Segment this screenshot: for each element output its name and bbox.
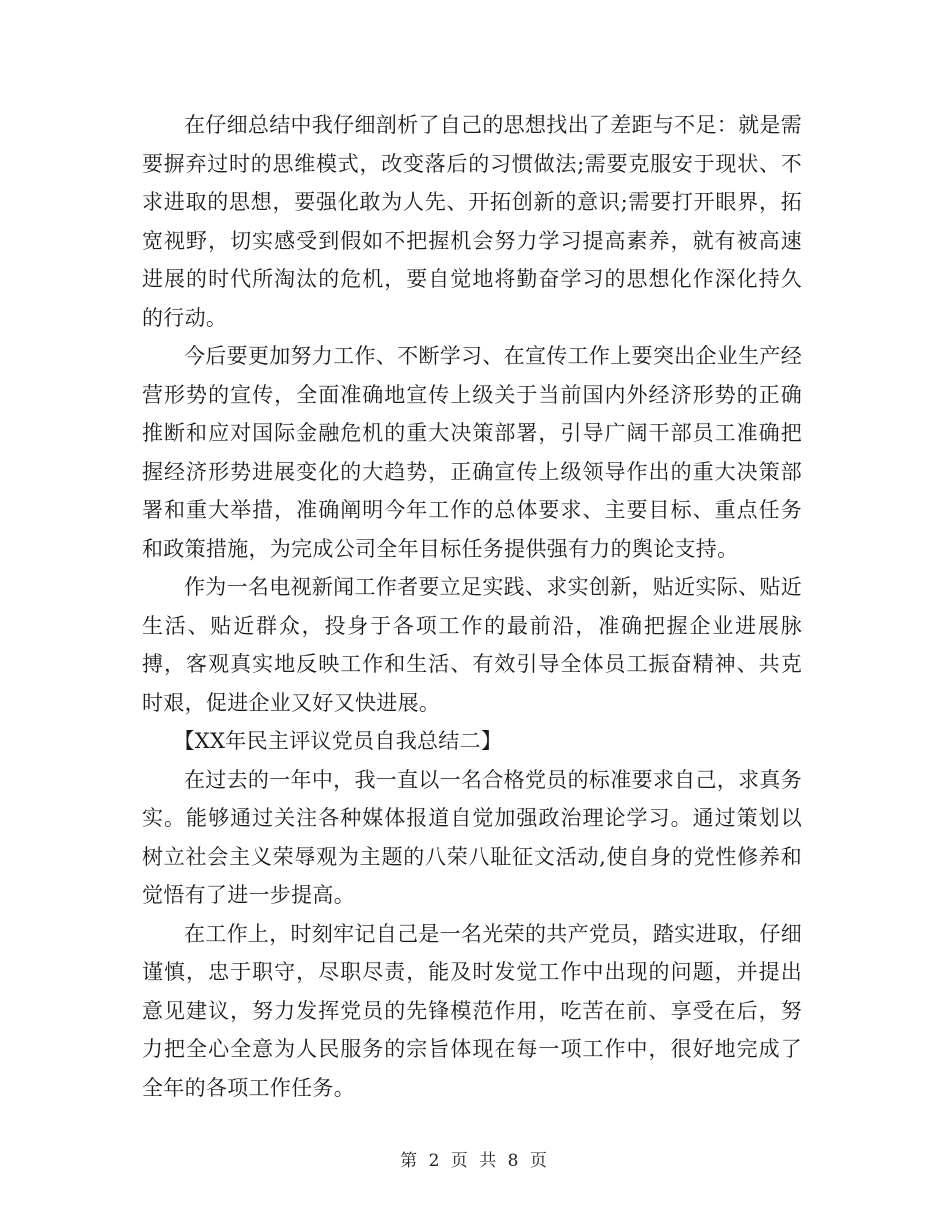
- paragraph: 在仔细总结中我仔细剖析了自己的思想找出了差距与不足：就是需要摒弃过时的思维模式，改变落后的习惯做法;需要克服安于现状、不求进取的思想，要强化敢为人先、开拓创新的意识;需要打开眼界，拓宽视野，切实感受到假如不把握机会努力学习提高素养，就有被高速进展的时代所淘汰的危机，要自觉地将勤奋学习的思想化作深化持久的行动。: [142, 113, 802, 330]
- section-heading: 【XX年民主评议党员自我总结二】: [173, 729, 503, 753]
- document-body: [142, 106, 802, 1107]
- paragraph: 在过去的一年中，我一直以一名合格党员的标准要求自己，求真务实。能够通过关注各种媒体报道自觉加强政治理论学习。通过策划以树立社会主义荣辱观为主题的八荣八耻征文活动,使自身的党性修养和觉悟有了进一步提高。: [142, 767, 802, 907]
- page-number-footer: 第 2 页 共 8 页: [400, 1151, 550, 1171]
- paragraph: 今后要更加努力工作、不断学习、在宣传工作上要突出企业生产经营形势的宣传，全面准确地宣传上级关于当前国内外经济形势的正确推断和应对国际金融危机的重大决策部署，引导广阔干部员工准确把握经济形势进展变化的大趋势，正确宣传上级领导作出的重大决策部署和重大举措，准确阐明今年工作的总体要求、主要目标、重点任务和政策措施，为完成公司全年目标任务提供强有力的舆论支持。: [142, 344, 802, 561]
- paragraph: 在工作上，时刻牢记自己是一名光荣的共产党员，踏实进取，仔细谨慎，忠于职守，尽职尽责，能及时发觉工作中出现的问题，并提出意见建议，努力发挥党员的先锋模范作用，吃苦在前、享受在后，努力把全心全意为人民服务的宗旨体现在每一项工作中，很好地完成了全年的各项工作任务。: [142, 921, 802, 1100]
- paragraph: 作为一名电视新闻工作者要立足实践、求实创新，贴近实际、贴近生活、贴近群众，投身于各项工作的最前沿，准确把握企业进展脉搏，客观真实地反映工作和生活、有效引导全体员工振奋精神、共克时艰，促进企业又好又快进展。: [142, 575, 802, 715]
